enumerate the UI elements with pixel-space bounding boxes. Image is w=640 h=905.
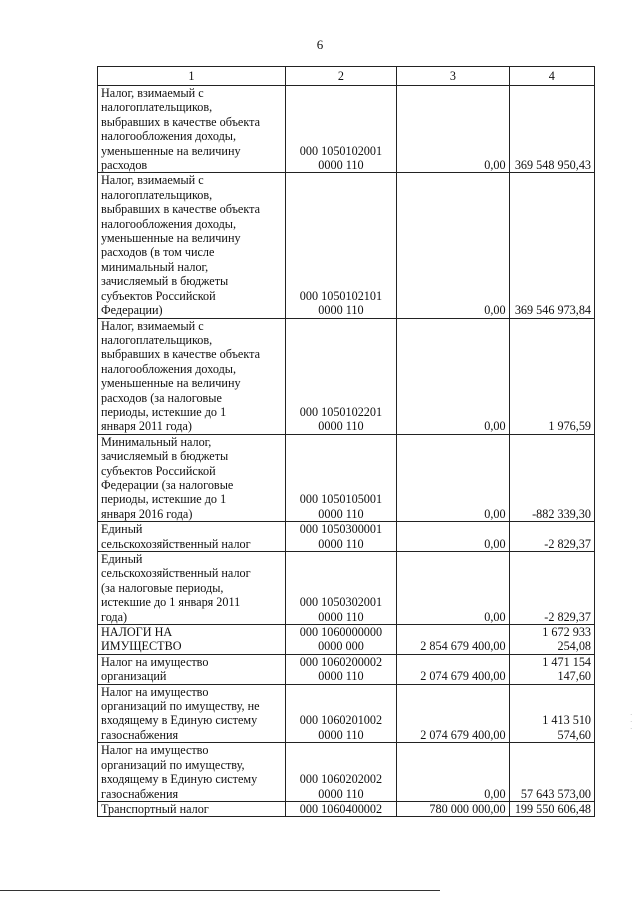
revenue-name: Единый сельскохозяйственный налог (за налоговые периоды, истекшие до 1 января 2011 года) xyxy=(101,552,251,624)
revenue-name-cell xyxy=(98,801,286,816)
plan-amount: 780 000 000,00 xyxy=(397,801,509,816)
budget-code: 000 1050105001 0000 110 xyxy=(299,492,383,521)
budget-code: 000 1060202002 0000 110 xyxy=(299,772,383,801)
actual-amount: 1 976,59 xyxy=(509,318,594,434)
actual-amount: 369 546 973,84 xyxy=(509,173,594,318)
revenue-name: Единый сельскохозяйственный налог xyxy=(101,522,251,551)
budget-code: 000 1050102201 0000 110 xyxy=(299,404,383,434)
actual-amount: 369 548 950,43 xyxy=(509,86,594,173)
revenue-name-cell xyxy=(98,86,286,173)
budget-code: 000 1060200002 0000 110 xyxy=(299,654,383,684)
budget-code-cell xyxy=(285,318,396,434)
budget-code-cell xyxy=(285,654,396,684)
table-row xyxy=(98,522,595,552)
budget-code-cell xyxy=(285,522,396,552)
revenue-name: Минимальный налог, зачисляемый в бюджеты субъектов Российской Федерации (за налоговые периоды, истекшие до 1 января 2016 года) xyxy=(101,434,234,521)
table-row xyxy=(98,801,595,816)
revenue-name-cell xyxy=(98,434,286,521)
table-row xyxy=(98,625,595,655)
budget-code-cell xyxy=(285,684,396,743)
table-row xyxy=(98,684,595,743)
actual-amount: 1 672 933 254,08 xyxy=(509,625,594,655)
table-row xyxy=(98,434,595,521)
actual-amount: 1 471 154 147,60 xyxy=(509,654,594,684)
revenue-name-cell xyxy=(98,522,286,552)
table-row xyxy=(98,86,595,173)
budget-code-cell xyxy=(285,625,396,655)
budget-code-cell xyxy=(285,801,396,816)
table-row xyxy=(98,743,595,802)
plan-amount: 2 854 679 400,00 xyxy=(397,625,509,655)
plan-amount: 2 074 679 400,00 xyxy=(397,654,509,684)
plan-amount: 0,00 xyxy=(397,743,509,802)
plan-amount: 0,00 xyxy=(397,522,509,552)
revenue-name: Налог на имущество организаций по имуществу, входящему в Единую систему газоснабжения xyxy=(101,743,258,801)
scan-margin-mark: · · · xyxy=(630,711,633,733)
revenue-name: Налог на имущество организаций xyxy=(101,654,209,684)
budget-code-cell xyxy=(285,86,396,173)
actual-amount: 199 550 606,48 xyxy=(509,801,594,816)
table-row xyxy=(98,173,595,318)
revenue-name-cell xyxy=(98,625,286,655)
actual-amount: 57 643 573,00 xyxy=(509,743,594,802)
budget-code: 000 1060400002 xyxy=(299,801,383,816)
actual-amount: -882 339,30 xyxy=(509,434,594,521)
header-col-1: 1 xyxy=(98,67,286,86)
actual-amount: -2 829,37 xyxy=(509,552,594,625)
budget-code: 000 1050102001 0000 110 xyxy=(299,143,383,173)
header-col-2: 2 xyxy=(285,67,396,86)
header-col-4: 4 xyxy=(509,67,594,86)
budget-code: 000 1060201002 0000 110 xyxy=(299,713,383,742)
budget-code: 000 1050300001 0000 110 xyxy=(299,522,383,551)
revenue-name: Налог, взимаемый с налогоплательщиков, выбравших в качестве объекта налогообложения доходы, уменьшенные на величину расходов xyxy=(101,86,260,173)
revenue-name-cell xyxy=(98,654,286,684)
plan-amount: 2 074 679 400,00 xyxy=(397,684,509,743)
plan-amount: 0,00 xyxy=(397,86,509,173)
budget-code-cell xyxy=(285,173,396,318)
budget-code-cell xyxy=(285,552,396,625)
revenue-name: Налог на имущество организаций по имуществу, не входящему в Единую систему газоснабжения xyxy=(101,684,260,742)
table-header-row xyxy=(98,67,595,86)
actual-amount: -2 829,37 xyxy=(509,522,594,552)
budget-code: 000 1050102101 0000 110 xyxy=(299,288,383,318)
revenue-name-cell xyxy=(98,173,286,318)
table-row xyxy=(98,654,595,684)
actual-amount: 1 413 510 574,60 xyxy=(509,684,594,743)
budget-code-cell xyxy=(285,743,396,802)
revenue-name: НАЛОГИ НА ИМУЩЕСТВО xyxy=(101,625,182,654)
revenue-name: Транспортный налог xyxy=(101,801,209,816)
budget-code: 000 1050302001 0000 110 xyxy=(299,595,383,624)
revenue-table-body xyxy=(98,67,595,817)
page-number: 6 xyxy=(316,37,324,52)
revenue-table xyxy=(97,66,595,817)
table-row xyxy=(98,552,595,625)
plan-amount: 0,00 xyxy=(397,173,509,318)
header-col-3: 3 xyxy=(397,67,509,86)
budget-code-cell xyxy=(285,434,396,521)
table-row xyxy=(98,318,595,434)
revenue-name-cell xyxy=(98,684,286,743)
revenue-name-cell xyxy=(98,743,286,802)
revenue-name: Налог, взимаемый с налогоплательщиков, выбравших в качестве объекта налогообложения доходы, уменьшенные на величину расходов (в том числе минимальный налог, зачисляемый в бюджеты субъектов Российской Федерации) xyxy=(101,173,260,318)
revenue-name-cell xyxy=(98,552,286,625)
plan-amount: 0,00 xyxy=(397,552,509,625)
plan-amount: 0,00 xyxy=(397,318,509,434)
plan-amount: 0,00 xyxy=(397,434,509,521)
budget-code: 000 1060000000 0000 000 xyxy=(299,625,383,654)
footer-divider xyxy=(0,890,440,891)
revenue-name-cell xyxy=(98,318,286,434)
revenue-name: Налог, взимаемый с налогоплательщиков, выбравших в качестве объекта налогообложения доходы, уменьшенные на величину расходов (за налоговые периоды, истекшие до 1 января 2011 года) xyxy=(101,318,260,434)
